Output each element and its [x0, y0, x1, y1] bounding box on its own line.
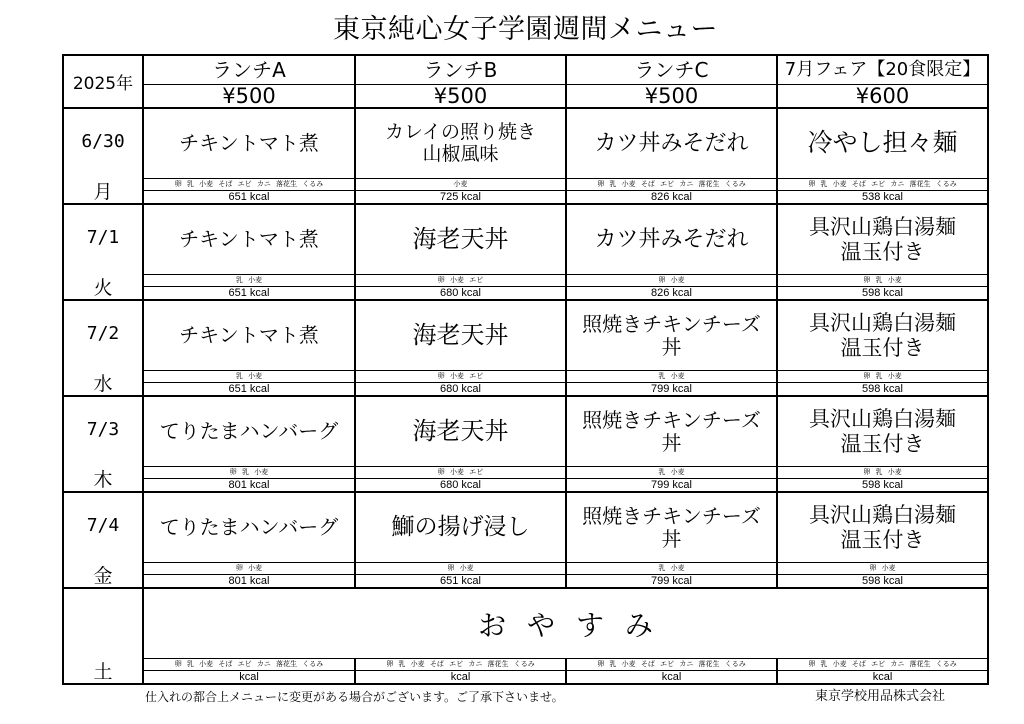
column-price: ¥500 — [222, 84, 276, 108]
weekly-menu-table — [62, 54, 989, 685]
column-price: ¥500 — [433, 84, 488, 108]
menu-cell-lunch-a — [144, 397, 356, 493]
date-label: 7/2 — [86, 323, 120, 344]
dish-name: 海老天丼 — [412, 416, 509, 445]
calorie-value: 598 kcal — [778, 574, 987, 587]
dish-name: てりたまハンバーグ — [159, 419, 339, 443]
dish-name: カツ丼みそだれ — [594, 130, 749, 156]
allergen-list: 乳 小麦 — [144, 274, 354, 286]
dish-name: てりたまハンバーグ — [159, 515, 339, 539]
menu-cell-lunch-c — [567, 493, 778, 589]
allergen-list: 卵 乳 小麦 — [778, 370, 987, 382]
column-header-july-fair — [778, 56, 987, 109]
date-cell — [64, 205, 144, 301]
dish-name: 冷やし担々麺 — [807, 128, 958, 158]
year-label: 2025年 — [72, 74, 134, 94]
date-label: 7/1 — [86, 227, 120, 248]
calorie-value: 826 kcal — [567, 286, 776, 299]
dish-name: 照焼きチキンチーズ 丼 — [582, 407, 761, 455]
menu-cell-lunch-c — [567, 397, 778, 493]
dish-name: チキントマト煮 — [179, 227, 319, 251]
column-name: ランチB — [356, 56, 565, 85]
weekday-label: 月 — [93, 181, 113, 203]
menu-cell-july-fair — [778, 397, 987, 493]
column-price: ¥600 — [855, 84, 910, 108]
menu-cell-lunch-b — [356, 493, 567, 589]
calorie-value: 801 kcal — [144, 478, 354, 491]
calorie-value: 651 kcal — [144, 190, 354, 203]
calorie-value: kcal — [144, 670, 354, 683]
dish-name: チキントマト煮 — [179, 131, 319, 155]
column-price: ¥500 — [644, 84, 699, 108]
allergen-list: 乳 小麦 — [567, 370, 776, 382]
menu-cell-lunch-a — [144, 109, 356, 205]
page-title: 東京純心女子学園週間メニュー — [333, 14, 718, 45]
weekday-label: 土 — [93, 661, 113, 683]
allergen-list: 卵 乳 小麦 そば エビ カニ 落花生 くるみ — [567, 658, 776, 670]
dish-name: 具沢山鶏白湯麺 温玉付き — [809, 311, 956, 360]
dish-name: 照焼きチキンチーズ 丼 — [582, 311, 761, 359]
date-cell — [64, 109, 144, 205]
footer-note: 仕入れの都合上メニューに変更がある場合がございます。ご了承下さいませ。 — [145, 690, 564, 704]
menu-cell-july-fair — [778, 205, 987, 301]
allergen-list: 乳 小麦 — [567, 562, 776, 574]
date-cell — [64, 493, 144, 589]
allergen-list: 卵 乳 小麦 — [778, 274, 987, 286]
date-cell — [64, 301, 144, 397]
calorie-value: kcal — [567, 670, 776, 683]
column-name: ランチC — [567, 56, 776, 85]
dish-name: 具沢山鶏白湯麺 温玉付き — [809, 503, 956, 552]
year-header-cell — [64, 56, 144, 109]
calorie-value: 598 kcal — [778, 478, 987, 491]
allergen-list: 卵 小麦 — [144, 562, 354, 574]
dish-name: カツ丼みそだれ — [594, 226, 749, 252]
weekday-label: 木 — [93, 469, 113, 491]
calorie-value: 680 kcal — [356, 382, 565, 395]
column-name: 7月フェア【20食限定】 — [778, 56, 987, 85]
allergen-list: 卵 小麦 エビ — [356, 466, 565, 478]
calorie-value: 680 kcal — [356, 478, 565, 491]
menu-cell-lunch-a — [144, 301, 356, 397]
column-name: ランチA — [144, 56, 354, 85]
date-cell — [64, 397, 144, 493]
allergen-list: 乳 小麦 — [567, 466, 776, 478]
dish-name: カレイの照り焼き 山椒風味 — [384, 120, 537, 165]
dish-name: 具沢山鶏白湯麺 温玉付き — [809, 215, 956, 264]
closed-day-cell — [144, 589, 987, 683]
calorie-value: 801 kcal — [144, 574, 354, 587]
weekday-label: 火 — [93, 277, 113, 299]
menu-cell-lunch-b — [356, 109, 567, 205]
calorie-value: 538 kcal — [778, 190, 987, 203]
date-cell — [64, 589, 144, 683]
calorie-value: kcal — [356, 670, 565, 683]
allergen-list: 卵 乳 小麦 そば エビ カニ 落花生 くるみ — [567, 178, 776, 190]
calorie-value: 826 kcal — [567, 190, 776, 203]
date-label: 6/30 — [81, 131, 125, 152]
dish-name: 海老天丼 — [412, 224, 509, 253]
calorie-value: 651 kcal — [144, 382, 354, 395]
dish-name: 鰤の揚げ浸し — [391, 514, 530, 541]
calorie-value: 651 kcal — [144, 286, 354, 299]
band-lunch-c — [567, 658, 778, 683]
allergen-list: 乳 小麦 — [144, 370, 354, 382]
allergen-list: 卵 小麦 — [778, 562, 987, 574]
calorie-value: 598 kcal — [778, 382, 987, 395]
menu-cell-lunch-b — [356, 205, 567, 301]
allergen-list: 卵 乳 小麦 そば エビ カニ 落花生 くるみ — [144, 658, 354, 670]
allergen-list: 卵 乳 小麦 そば エビ カニ 落花生 くるみ — [778, 178, 987, 190]
allergen-list: 卵 乳 小麦 そば エビ カニ 落花生 くるみ — [356, 658, 565, 670]
band-lunch-b — [356, 658, 567, 683]
menu-cell-lunch-a — [144, 493, 356, 589]
menu-cell-july-fair — [778, 301, 987, 397]
calorie-value: 598 kcal — [778, 286, 987, 299]
weekday-label: 金 — [93, 565, 113, 587]
calorie-value: 680 kcal — [356, 286, 565, 299]
menu-cell-july-fair — [778, 493, 987, 589]
column-header-lunch-a — [144, 56, 356, 109]
band-lunch-a — [144, 658, 356, 683]
allergen-list: 卵 小麦 エビ — [356, 370, 565, 382]
menu-cell-lunch-a — [144, 205, 356, 301]
calorie-value: kcal — [778, 670, 987, 683]
menu-cell-lunch-c — [567, 205, 778, 301]
calorie-value: 799 kcal — [567, 478, 776, 491]
calorie-value: 725 kcal — [356, 190, 565, 203]
menu-cell-lunch-c — [567, 301, 778, 397]
allergen-list: 卵 乳 小麦 そば エビ カニ 落花生 くるみ — [144, 178, 354, 190]
allergen-list: 小麦 — [356, 178, 565, 190]
date-label: 7/3 — [86, 419, 120, 440]
band-july-fair — [778, 658, 987, 683]
calorie-value: 799 kcal — [567, 574, 776, 587]
footer-company-name: 東京学校用品株式会社 — [815, 689, 946, 704]
column-header-lunch-c — [567, 56, 778, 109]
weekday-label: 水 — [93, 373, 113, 395]
menu-cell-lunch-b — [356, 397, 567, 493]
closed-notice: お や す み — [478, 608, 653, 642]
allergen-list: 卵 小麦 — [356, 562, 565, 574]
dish-name: チキントマト煮 — [179, 323, 319, 347]
date-label: 7/4 — [86, 515, 120, 536]
allergen-list: 卵 小麦 — [567, 274, 776, 286]
column-header-lunch-b — [356, 56, 567, 109]
calorie-value: 651 kcal — [356, 574, 565, 587]
menu-cell-lunch-c — [567, 109, 778, 205]
dish-name: 海老天丼 — [412, 320, 509, 349]
calorie-value: 799 kcal — [567, 382, 776, 395]
dish-name: 照焼きチキンチーズ 丼 — [582, 503, 761, 551]
allergen-list: 卵 乳 小麦 — [144, 466, 354, 478]
menu-cell-july-fair — [778, 109, 987, 205]
allergen-list: 卵 乳 小麦 そば エビ カニ 落花生 くるみ — [778, 658, 987, 670]
dish-name: 具沢山鶏白湯麺 温玉付き — [809, 407, 956, 456]
allergen-list: 卵 乳 小麦 — [778, 466, 987, 478]
allergen-list: 卵 小麦 エビ — [356, 274, 565, 286]
closed-info-bands — [144, 658, 987, 683]
menu-cell-lunch-b — [356, 301, 567, 397]
